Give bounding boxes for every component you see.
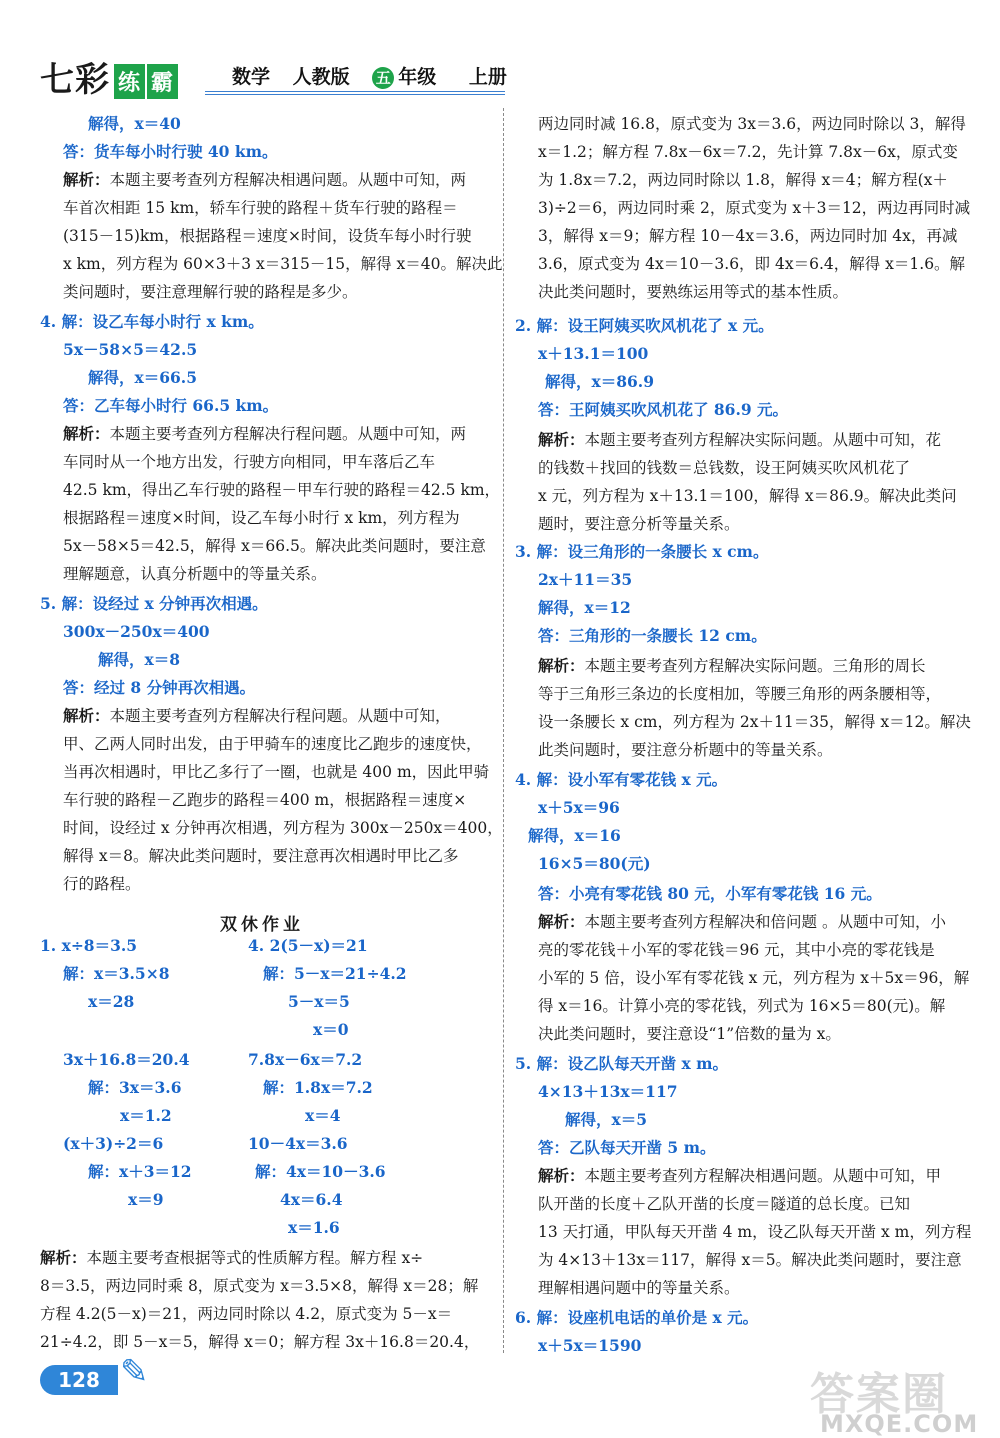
left-text-line: x＝1.6 (288, 1218, 340, 1237)
brand-logo (40, 52, 178, 101)
right-text-line: 答：王阿姨买吹风机花了 86.9 元。 (538, 400, 789, 419)
right-text-line: 解析：本题主要考查列方程解决实际问题。三角形的周长 (538, 656, 926, 675)
left-text-line: 21÷4.2，即 5－x＝5，解得 x＝0；解方程 3x＋16.8＝20.4， (40, 1333, 480, 1351)
left-text-line: 解析：本题主要考查列方程解决行程问题。从题中可知， (63, 706, 451, 725)
column-divider (503, 108, 504, 1353)
right-text-line: x＝1.2；解方程 7.8x－6x＝7.2，先计算 7.8x－6x，原式变 (538, 143, 958, 161)
watermark-url: MXQE.COM (820, 1410, 979, 1438)
left-text-line: 答：货车每小时行驶 40 km。 (63, 142, 278, 161)
right-text-line: 解得，x＝5 (565, 1110, 648, 1129)
right-text-line: x＋5x＝96 (538, 798, 620, 817)
section-title: 双休作业 (220, 915, 304, 935)
left-text-line: 42.5 km，得出乙车行驶的路程－甲车行驶的路程＝42.5 km， (63, 481, 501, 499)
edition: 人教版 (292, 66, 350, 88)
left-text-line: (315－15)km，根据路程＝速度×时间，设货车每小时行驶 (63, 227, 472, 245)
left-text-line: 8＝3.5，两边同时乘 8，原式变为 x＝3.5×8，解得 x＝28；解 (40, 1277, 479, 1295)
right-text-line: 为 4×13＋13x＝117，解得 x＝5。解决此类问题时，要注意 (538, 1251, 962, 1269)
left-text-line: 解：4x＝10－3.6 (255, 1162, 386, 1181)
left-text-line: x km，列方程为 60×3＋3 x＝315－15，解得 x＝40。解决此 (63, 255, 503, 273)
right-text-line: 解得，x＝16 (528, 826, 621, 845)
volume: 上册 (468, 66, 507, 88)
left-text-line: x＝1.2 (120, 1106, 172, 1125)
right-text-line: 小军的 5 倍，设小军有零花钱 x 元，列方程为 x＋5x＝96，解 (538, 969, 970, 987)
right-text-line: 解得，x＝86.9 (545, 372, 654, 391)
right-text-line: 队开凿的长度＋乙队开凿的长度＝隧道的总长度。已知 (538, 1195, 911, 1213)
right-text-line: 2x＋11＝35 (538, 570, 633, 589)
right-text-line: 亮的零花钱＋小军的零花钱＝96 元，其中小亮的零花钱是 (538, 941, 935, 959)
grade-label: 年级 (398, 66, 437, 88)
left-text-line: 10－4x＝3.6 (248, 1134, 348, 1153)
left-text-line: 7.8x－6x＝7.2 (248, 1050, 363, 1069)
left-text-line: 解：5－x＝21÷4.2 (263, 964, 407, 983)
right-text-line: 解析：本题主要考查列方程解决和倍问题 。从题中可知，小 (538, 912, 946, 931)
right-text-line: 解得，x＝12 (538, 598, 631, 617)
left-text-line: 3x＋16.8＝20.4 (63, 1050, 190, 1069)
right-text-line: x＋5x＝1590 (538, 1336, 642, 1355)
left-text-line: 解得，x＝66.5 (88, 368, 197, 387)
left-text-line: 车行驶的路程－乙跑步的路程＝400 m，根据路程＝速度× (63, 791, 467, 809)
left-text-line: 解得，x＝8 (98, 650, 181, 669)
subject: 数学 (232, 66, 271, 88)
header-rule-2 (205, 94, 505, 95)
left-text-line: 解得，x＝40 (88, 114, 181, 133)
right-text-line: 解析：本题主要考查列方程解决相遇问题。从题中可知，甲 (538, 1166, 942, 1185)
right-text-line: x 元，列方程为 x＋13.1＝100，解得 x＝86.9。解决此类问 (538, 487, 957, 505)
right-text-line: 3)÷2＝6，两边同时乘 2，原式变为 x＋3＝12，两边再同时减 (538, 199, 971, 217)
left-text-line: x＝4 (305, 1106, 341, 1125)
left-text-line: 解析：本题主要考查列方程解决相遇问题。从题中可知，两 (63, 170, 467, 189)
left-text-line: 5x－58×5＝42.5 (63, 340, 198, 359)
brand-text: 七彩 (40, 60, 110, 100)
left-text-line: 行的路程。 (63, 875, 141, 893)
right-text-line: 此类问题时，要注意分析题中的等量关系。 (538, 741, 833, 759)
left-text-line: 答：经过 8 分钟再次相遇。 (63, 678, 256, 697)
right-text-line: 答：乙队每天开凿 5 m。 (538, 1138, 716, 1157)
left-text-line: 5－x＝5 (288, 992, 350, 1011)
left-text-line: 4. 解：设乙车每小时行 x km。 (40, 312, 264, 331)
pencil-icon: ✎ (120, 1352, 149, 1392)
left-text-line: 方程 4.2(5－x)＝21，两边同时除以 4.2，原式变为 5－x＝ (40, 1305, 453, 1323)
right-text-line: 3. 解：设三角形的一条腰长 x cm。 (515, 542, 769, 561)
left-text-line: 解：x＝3.5×8 (63, 964, 170, 983)
right-text-line: 为 1.8x＝7.2，两边同时除以 1.8，解得 x＝4；解方程(x＋ (538, 171, 948, 189)
grade-badge: 五 (372, 67, 394, 89)
left-text-line: 答：乙车每小时行 66.5 km。 (63, 396, 279, 415)
right-text-line: 答：三角形的一条腰长 12 cm。 (538, 626, 767, 645)
left-text-line: 理解题意，认真分析题中的等量关系。 (63, 565, 327, 583)
brand-box-1: 练 (114, 64, 145, 99)
left-text-line: 解：x＋3＝12 (88, 1162, 192, 1181)
left-text-line: 时间，设经过 x 分钟再次相遇，列方程为 300x－250x＝400， (63, 819, 503, 837)
left-text-line: 当再次相遇时，甲比乙多行了一圈，也就是 400 m，因此甲骑 (63, 763, 490, 781)
right-text-line: 6. 解：设座机电话的单价是 x 元。 (515, 1308, 759, 1327)
right-text-line: 题时，要注意分析等量关系。 (538, 515, 740, 533)
right-text-line: x＋13.1＝100 (538, 344, 649, 363)
left-text-line: 解得 x＝8。解决此类问题时，要注意再次相遇时甲比乙多 (63, 847, 459, 865)
brand-box-2: 霸 (147, 64, 178, 99)
right-text-line: 设一条腰长 x cm，列方程为 2x＋11＝35，解得 x＝12。解决 (538, 713, 971, 731)
right-text-line: 得 x＝16。计算小亮的零花钱，列式为 16×5＝80(元)。解 (538, 997, 946, 1015)
right-text-line: 等于三角形三条边的长度相加，等腰三角形的两条腰相等， (538, 685, 942, 703)
right-text-line: 解析：本题主要考查列方程解决实际问题。从题中可知，花 (538, 430, 942, 449)
right-text-line: 决此类问题时，要注意设“1”倍数的量为 x。 (538, 1025, 841, 1043)
right-text-line: 2. 解：设王阿姨买吹风机花了 x 元。 (515, 316, 774, 335)
right-text-line: 4×13＋13x＝117 (538, 1082, 678, 1101)
left-text-line: 解：3x＝3.6 (88, 1078, 182, 1097)
right-text-line: 4. 解：设小军有零花钱 x 元。 (515, 770, 728, 789)
left-text-line: 4x＝6.4 (280, 1190, 343, 1209)
right-text-line: 16×5＝80(元) (538, 854, 651, 873)
left-text-line: 甲、乙两人同时出发，由于甲骑车的速度比乙跑步的速度快， (63, 735, 482, 753)
right-text-line: 答：小亮有零花钱 80 元，小军有零花钱 16 元。 (538, 884, 882, 903)
left-text-line: 车同时从一个地方出发，行驶方向相同，甲车落后乙车 (63, 453, 436, 471)
page-number: 128 (40, 1365, 118, 1395)
right-text-line: 3，解得 x＝9；解方程 10－4x＝3.6，两边同时加 4x，再减 (538, 227, 958, 245)
right-text-line: 的钱数＋找回的钱数＝总钱数，设王阿姨买吹风机花了 (538, 459, 911, 477)
left-text-line: 5x－58×5＝42.5，解得 x＝66.5。解决此类问题时，要注意 (63, 537, 486, 555)
header-rule (205, 91, 505, 92)
left-text-line: 4. 2(5－x)＝21 (248, 936, 368, 955)
right-text-line: 13 天打通，甲队每天开凿 4 m，设乙队每天开凿 x m，列方程 (538, 1223, 972, 1241)
left-text-line: 1. x÷8＝3.5 (40, 936, 138, 955)
left-text-line: x＝28 (88, 992, 135, 1011)
left-text-line: 300x－250x＝400 (63, 622, 210, 641)
right-text-line: 3.6，原式变为 4x＝10－3.6，即 4x＝6.4，解得 x＝1.6。解 (538, 255, 966, 273)
right-text-line: 理解相遇问题中的等量关系。 (538, 1279, 740, 1297)
watermark-logo: 答案圈 (810, 1369, 948, 1420)
left-text-line: 解：1.8x＝7.2 (263, 1078, 373, 1097)
page-header (0, 0, 1000, 100)
right-text-line: 5. 解：设乙队每天开凿 x m。 (515, 1054, 729, 1073)
left-text-line: x＝0 (313, 1020, 349, 1039)
left-text-line: 根据路程＝速度×时间，设乙车每小时行 x km，列方程为 (63, 509, 460, 527)
left-text-line: (x＋3)÷2＝6 (63, 1134, 164, 1153)
right-text-line: 决此类问题时，要熟练运用等式的基本性质。 (538, 283, 849, 301)
right-text-line: 两边同时减 16.8，原式变为 3x＝3.6，两边同时除以 3，解得 (538, 115, 966, 133)
book-title (232, 62, 523, 89)
left-text-line: 解析：本题主要考查根据等式的性质解方程。解方程 x÷ (40, 1248, 424, 1267)
left-text-line: 类问题时，要注意理解行驶的路程是多少。 (63, 283, 358, 301)
left-text-line: 5. 解：设经过 x 分钟再次相遇。 (40, 594, 268, 613)
left-text-line: 解析：本题主要考查列方程解决行程问题。从题中可知，两 (63, 424, 467, 443)
left-text-line: 车首次相距 15 km，轿车行驶的路程＋货车行驶的路程＝ (63, 199, 458, 217)
left-text-line: x＝9 (128, 1190, 164, 1209)
